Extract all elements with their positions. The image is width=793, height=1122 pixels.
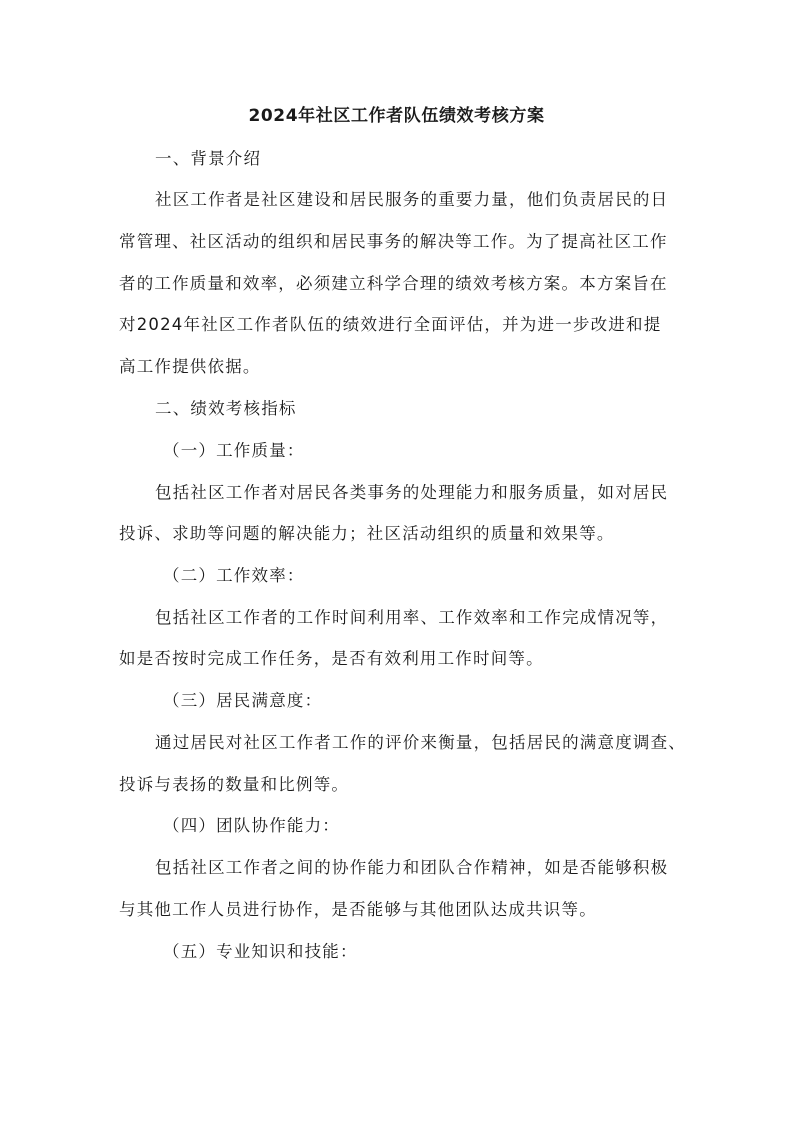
paragraph-line: 高工作提供依据。 [119,357,261,376]
subheading-work-quality: （一）工作质量： [163,441,305,460]
section-heading-indicators: 二、绩效考核指标 [155,399,297,418]
paragraph-line: 投诉、求助等问题的解决能力；社区活动组织的质量和效果等。 [119,524,615,543]
paragraph-line: 对2024年社区工作者队伍的绩效进行全面评估，并为进一步改进和提 [119,315,662,334]
paragraph-line: 者的工作质量和效率，必须建立科学合理的绩效考核方案。本方案旨在 [119,274,668,293]
subheading-work-efficiency: （二）工作效率： [163,566,305,585]
subheading-resident-satisfaction: （三）居民满意度： [163,691,323,710]
paragraph-line: 包括社区工作者的工作时间利用率、工作效率和工作完成情况等， [155,608,669,627]
paragraph-line: 通过居民对社区工作者工作的评价来衡量，包括居民的满意度调查、 [155,733,686,752]
paragraph-line: 与其他工作人员进行协作，是否能够与其他团队达成共识等。 [119,900,597,919]
paragraph-line: 包括社区工作者之间的协作能力和团队合作精神，如是否能够积极 [155,858,669,877]
subheading-team-collaboration: （四）团队协作能力： [163,816,340,835]
paragraph-line: 常管理、社区活动的组织和居民事务的解决等工作。为了提高社区工作 [119,232,668,251]
paragraph-line: 投诉与表扬的数量和比例等。 [119,775,350,794]
paragraph-line: 包括社区工作者对居民各类事务的处理能力和服务质量，如对居民 [155,483,669,502]
subheading-professional-skills: （五）专业知识和技能： [163,942,358,961]
paragraph-line: 如是否按时完成工作任务，是否有效利用工作时间等。 [119,649,544,668]
paragraph-line: 社区工作者是社区建设和居民服务的重要力量，他们负责居民的日 [155,190,669,209]
document-title: 2024年社区工作者队伍绩效考核方案 [248,106,545,126]
section-heading-background: 一、背景介绍 [155,149,262,168]
